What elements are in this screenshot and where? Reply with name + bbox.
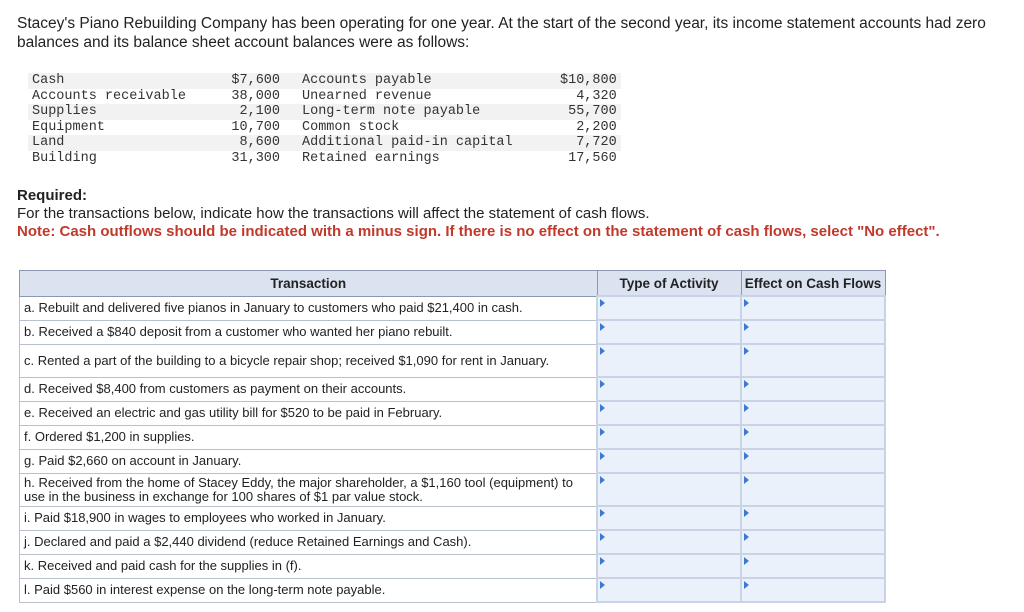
table-row: [20, 425, 886, 449]
balance-left-account: Accounts receivable: [32, 88, 186, 104]
balance-left-amount: 31,300: [231, 150, 280, 166]
problem-intro: Stacey's Piano Rebuilding Company has been operating for one year. At the start of the second year, its income statement accounts had zero balances and its balance sheet account balances were as follows:: [17, 15, 986, 51]
balance-left-account: Equipment: [32, 119, 105, 135]
balance-left-amount: 8,600: [220, 135, 288, 151]
balance-row: [28, 89, 621, 105]
balance-right-account: Unearned revenue: [302, 88, 432, 104]
type-of-activity-select[interactable]: [597, 377, 741, 401]
balance-right-amount: $10,800: [556, 73, 621, 89]
balance-row: [28, 151, 621, 167]
required-note: Note: Cash outflows should be indicated with a minus sign. If there is no effect on the statement of cash flows, select "No effect".: [17, 223, 940, 240]
table-row: [20, 530, 886, 554]
effect-on-cash-flows-select[interactable]: [741, 554, 885, 578]
transaction-description: d. Received $8,400 from customers as payment on their accounts.: [20, 377, 598, 401]
type-of-activity-select[interactable]: [597, 344, 741, 377]
balance-right-account: Common stock: [302, 119, 400, 135]
table-row: [20, 344, 886, 377]
effect-on-cash-flows-select[interactable]: [741, 344, 885, 377]
effect-on-cash-flows-select[interactable]: [741, 320, 885, 344]
type-of-activity-select[interactable]: [597, 425, 741, 449]
transaction-description: a. Rebuilt and delivered five pianos in January to customers who paid $21,400 in cash.: [20, 296, 598, 320]
table-row: [20, 377, 886, 401]
effect-on-cash-flows-select[interactable]: [741, 530, 885, 554]
table-row: [20, 578, 886, 602]
balance-right-amount: 2,200: [576, 119, 617, 135]
transaction-description: b. Received a $840 deposit from a customer who wanted her piano rebuilt.: [20, 320, 598, 344]
transaction-description: c. Rented a part of the building to a bicycle repair shop; received $1,090 for rent in January.: [20, 344, 598, 377]
balance-sheet-table: [28, 73, 621, 166]
header-type-of-activity: Type of Activity: [597, 271, 741, 297]
balance-right-account: Accounts payable: [288, 73, 556, 89]
type-of-activity-select[interactable]: [597, 554, 741, 578]
transaction-description: j. Declared and paid a $2,440 dividend (reduce Retained Earnings and Cash).: [20, 530, 598, 554]
table-row: [20, 320, 886, 344]
effect-on-cash-flows-select[interactable]: [741, 449, 885, 473]
balance-right-amount: 4,320: [576, 88, 617, 104]
balance-row: [28, 73, 621, 89]
table-header-row: [20, 271, 886, 297]
effect-on-cash-flows-select[interactable]: [741, 377, 885, 401]
balance-row: [28, 135, 621, 151]
required-label: Required:: [17, 187, 88, 204]
table-row: [20, 554, 886, 578]
balance-left-account: Supplies: [28, 104, 220, 120]
transaction-description: k. Received and paid cash for the supplies in (f).: [20, 554, 598, 578]
type-of-activity-select[interactable]: [597, 449, 741, 473]
transaction-description: l. Paid $560 in interest expense on the long-term note payable.: [20, 578, 598, 602]
balance-right-account: Additional paid-in capital: [288, 135, 556, 151]
type-of-activity-select[interactable]: [597, 473, 741, 506]
table-row: [20, 506, 886, 530]
balance-right-account: Retained earnings: [302, 150, 440, 166]
required-instruction: For the transactions below, indicate how the transactions will affect the statement of cash flows.: [17, 205, 650, 222]
type-of-activity-select[interactable]: [597, 401, 741, 425]
transactions-table: [19, 270, 886, 603]
required-section: [17, 187, 1012, 241]
balance-left-amount: 38,000: [231, 88, 280, 104]
balance-right-account: Long-term note payable: [288, 104, 556, 120]
balance-left-account: Cash: [28, 73, 220, 89]
type-of-activity-select[interactable]: [597, 506, 741, 530]
balance-left-amount: 2,100: [220, 104, 288, 120]
table-row: [20, 296, 886, 320]
transaction-description: g. Paid $2,660 on account in January.: [20, 449, 598, 473]
balance-left-account: Building: [32, 150, 97, 166]
balance-left-account: Land: [28, 135, 220, 151]
effect-on-cash-flows-select[interactable]: [741, 296, 885, 320]
balance-right-amount: 55,700: [556, 104, 621, 120]
type-of-activity-select[interactable]: [597, 530, 741, 554]
balance-row: [28, 104, 621, 120]
type-of-activity-select[interactable]: [597, 320, 741, 344]
balance-right-amount: 7,720: [556, 135, 621, 151]
effect-on-cash-flows-select[interactable]: [741, 578, 885, 602]
balance-right-amount: 17,560: [568, 150, 617, 166]
transaction-description: h. Received from the home of Stacey Eddy, the major shareholder, a $1,160 tool (equipment) to use in the business in exchange for 100 shares of $1 par value stock.: [20, 473, 598, 506]
balance-row: [28, 120, 621, 136]
effect-on-cash-flows-select[interactable]: [741, 473, 885, 506]
effect-on-cash-flows-select[interactable]: [741, 425, 885, 449]
header-transaction: Transaction: [20, 271, 598, 297]
type-of-activity-select[interactable]: [597, 578, 741, 602]
table-row: [20, 473, 886, 506]
effect-on-cash-flows-select[interactable]: [741, 401, 885, 425]
effect-on-cash-flows-select[interactable]: [741, 506, 885, 530]
balance-left-amount: $7,600: [220, 73, 288, 89]
type-of-activity-select[interactable]: [597, 296, 741, 320]
transaction-description: i. Paid $18,900 in wages to employees who worked in January.: [20, 506, 598, 530]
transaction-description: e. Received an electric and gas utility bill for $520 to be paid in February.: [20, 401, 598, 425]
balance-left-amount: 10,700: [231, 119, 280, 135]
table-row: [20, 401, 886, 425]
transaction-description: f. Ordered $1,200 in supplies.: [20, 425, 598, 449]
table-row: [20, 449, 886, 473]
header-effect-on-cash-flows: Effect on Cash Flows: [741, 271, 885, 297]
